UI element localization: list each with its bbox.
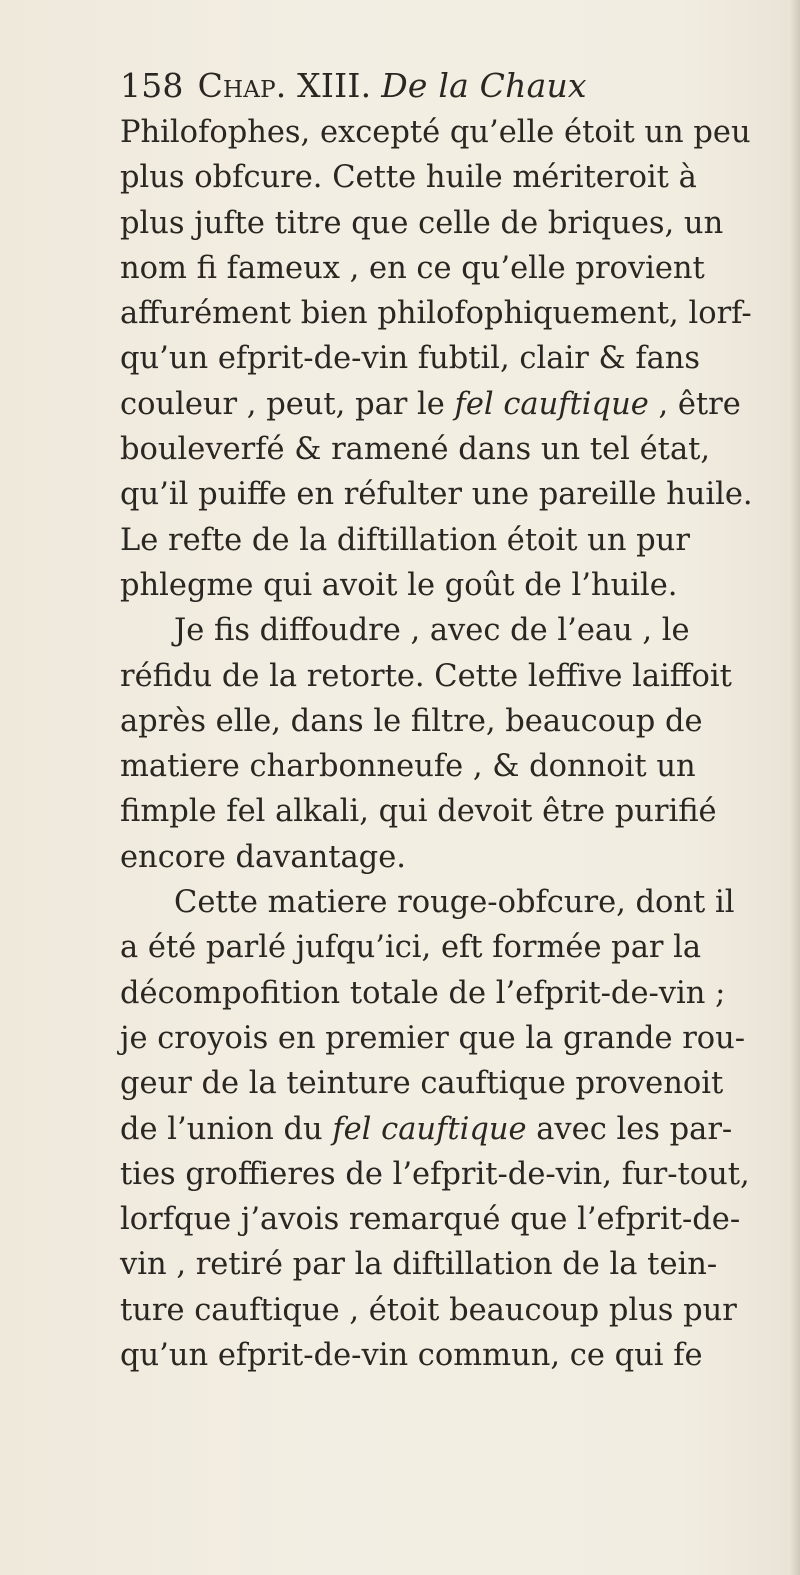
paragraph-start-line: Cette matiere rouge-obfcure, dont il <box>174 885 735 921</box>
italic-term: fel cauftique <box>454 386 649 422</box>
page-text-block <box>120 62 800 1378</box>
text-line: lorfque j’avois remarqué que l’efprit-de- <box>120 1202 741 1238</box>
text-line: matiere charbonneufe , & donnoit un <box>120 749 696 785</box>
text-line: je croyois en premier que la grande rou- <box>120 1020 746 1056</box>
text-line: bouleverfé & ramené dans un tel état, <box>120 432 711 468</box>
text-line: de l’union du fel cauftique avec les par- <box>120 1111 733 1147</box>
text-line: plus jufte titre que celle de briques, un <box>120 205 724 241</box>
paragraph-start-line: Je fis diffoudre , avec de l’eau , le <box>174 613 690 649</box>
text-line: phlegme qui avoit le goût de l’huile. <box>120 567 678 603</box>
page-number: 158 <box>120 66 184 105</box>
text-line: qu’un efprit-de-vin commun, ce qui fe <box>120 1338 703 1374</box>
text-line: nom fi fameux , en ce qu’elle provient <box>120 250 705 286</box>
text-line: ture cauftique , étoit beaucoup plus pur <box>120 1292 737 1328</box>
text-line: ties groffieres de l’efprit-de-vin, fur-tout, <box>120 1156 750 1192</box>
text-line: qu’un efprit-de-vin fubtil, clair & fans <box>120 341 701 377</box>
text-line: vin , retiré par la diftillation de la tein- <box>120 1247 718 1283</box>
running-header <box>120 62 800 110</box>
text-line: après elle, dans le filtre, beaucoup de <box>120 703 703 739</box>
italic-term: fel cauftique <box>332 1111 527 1147</box>
text-line: réfidu de la retorte. Cette leffive laiffoit <box>120 658 732 694</box>
text-line: qu’il puiffe en réfulter une pareille huile. <box>120 477 753 513</box>
text-line: plus obfcure. Cette huile mériteroit à <box>120 160 697 196</box>
text-line: couleur , peut, par le fel cauftique , être <box>120 386 741 422</box>
text-line: Philofophes, excepté qu’elle étoit un peu <box>120 115 751 150</box>
text-line: a été parlé jufqu’ici, eft formée par la <box>120 930 702 966</box>
chapter-label: Chap. XIII. <box>197 66 372 105</box>
text-line: fimple fel alkali, qui devoit être purifié <box>120 794 717 830</box>
text-line: Le refte de la diftillation étoit un pur <box>120 522 690 558</box>
text-line: affurément bien philofophiquement, lorf- <box>120 296 752 332</box>
text-line: décompofition totale de l’efprit-de-vin ; <box>120 975 726 1011</box>
chapter-title: De la Chaux <box>381 66 587 105</box>
text-line: encore davantage. <box>120 839 406 875</box>
text-line: geur de la teinture cauftique provenoit <box>120 1066 724 1102</box>
